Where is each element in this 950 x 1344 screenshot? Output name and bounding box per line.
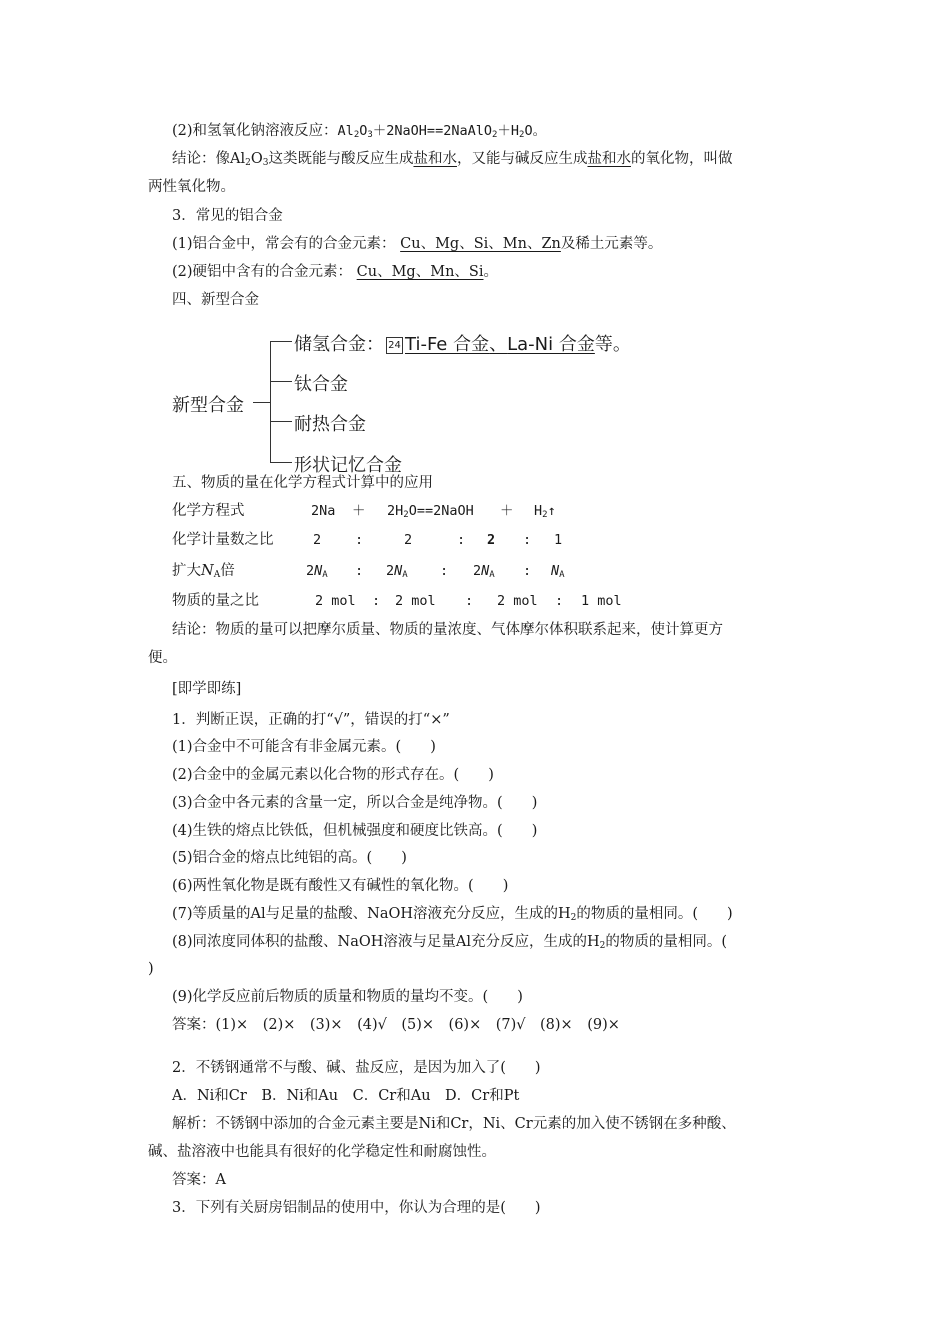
row-equation-middle: $2H_2O==2NaOH$: [387, 503, 474, 520]
al-alloy-elements-answer: Cu、Mg、Si、Mn、Zn: [400, 236, 561, 252]
reaction-equation: $Al_2O_3+2NaOH==2NaAlO_2+H_2O$。: [337, 123, 547, 140]
root-connector: [253, 402, 270, 403]
row-coefficient-label: 化学计量数之比: [172, 532, 274, 548]
branch-titanium-alloy: 钛合金: [294, 374, 348, 395]
row-equation-label: 化学方程式: [172, 503, 245, 519]
question-1-item-2: (2)合金中的金属元素以化合物的形式存在。( ): [172, 767, 494, 783]
branch-connector-3: [270, 421, 292, 422]
section-3-title: 3．常见的铝合金: [172, 208, 283, 224]
branch-connector-1: [270, 341, 292, 342]
question-2-options: A．Ni和Cr B．Ni和Au C．Cr和Au D．Cr和Pt: [172, 1088, 520, 1104]
coef-sep-2: :: [457, 532, 466, 548]
practice-header: [即学即练]: [172, 681, 242, 697]
question-2-analysis-line2: 碱、盐溶液中也能具有很好的化学稳定性和耐腐蚀性。: [148, 1144, 496, 1160]
avogadro-4: $N_A$: [551, 563, 565, 580]
question-1-item-3: (3)合金中各元素的含量一定，所以合金是纯净物。( ): [172, 795, 538, 811]
salt-and-water-answer-1: 盐和水: [413, 151, 457, 167]
row-equation-plus-1: ＋: [352, 503, 366, 519]
blank-number-badge: 24: [386, 337, 403, 354]
question-1-item-1: (1)合金中不可能含有非金属元素。( ): [172, 739, 436, 755]
coef-2: 2: [404, 532, 413, 548]
avogadro-2: $2N_A$: [386, 563, 408, 580]
branch-connector-2: [270, 381, 292, 382]
branch-shape-memory-alloy: 形状记忆合金: [294, 455, 402, 476]
question-1-title: 1．判断正误，正确的打“√”，错误的打“×”: [172, 712, 450, 728]
row-equation-h2: $H_2↑$: [534, 503, 556, 520]
section-5-title: 五、物质的量在化学方程式计算中的应用: [172, 475, 433, 491]
al2o3-naoh-reaction-line: [172, 121, 546, 141]
coef-4: 1: [554, 532, 563, 548]
coef-sep-1: :: [355, 532, 364, 548]
coef-1: 2: [313, 532, 322, 548]
row-mole-ratio-label: 物质的量之比: [172, 593, 259, 609]
mole-1: 2 mol: [315, 593, 356, 609]
al-alloy-elements-line: (1)铝合金中，常会有的合金元素： Cu、Mg、Si、Mn、Zn及稀土元素等。: [172, 236, 663, 252]
diagram-root-label: 新型合金: [172, 395, 244, 416]
mole-2: 2 mol: [395, 593, 436, 609]
salt-and-water-answer-2: 盐和水: [587, 151, 631, 167]
mole-sep-1: :: [372, 593, 381, 609]
amphoteric-conclusion-line1: 结论：像$Al_2O_3$这类既能与酸反应生成盐和水，又能与碱反应生成盐和水的氧化物，叫做: [172, 151, 733, 168]
question-3-stem: 3．下列有关厨房铝制品的使用中，你认为合理的是( ): [172, 1200, 541, 1216]
mole-3: 2 mol: [497, 593, 538, 609]
question-1-answer: 答案：(1)× (2)× (3)× (4)√ (5)× (6)× (7)√ (8)× (9)×: [172, 1017, 620, 1033]
question-1-item-9: (9)化学反应前后物质的质量和物质的量均不变。( ): [172, 989, 523, 1005]
section-5-conclusion-line1: 结论：物质的量可以把摩尔质量、物质的量浓度、气体摩尔体积联系起来，使计算更方: [172, 622, 723, 638]
duralumin-elements-answer: Cu、Mg、Mn、Si: [356, 264, 484, 280]
question-1-item-5: (5)铝合金的熔点比纯铝的高。( ): [172, 850, 407, 866]
mole-4: 1 mol: [581, 593, 622, 609]
question-1-item-8-wrap: ): [148, 961, 154, 977]
branch-heat-resistant-alloy: 耐热合金: [294, 414, 366, 435]
mole-sep-2: :: [465, 593, 474, 609]
mole-sep-3: :: [555, 593, 564, 609]
avogadro-3: $2N_A$: [473, 563, 495, 580]
branch-spine: [270, 341, 271, 463]
coef-sep-3: :: [523, 532, 532, 548]
duralumin-elements-line: (2)硬铝中含有的合金元素： Cu、Mg、Mn、Si。: [172, 264, 498, 280]
section-4-title: 四、新型合金: [172, 292, 259, 308]
question-1-item-8: (8)同浓度同体积的盐酸、NaOH溶液与足量Al充分反应，生成的$H_2$的物质的量相同。(: [172, 934, 728, 951]
la-ni-alloy-answer: La-Ni 合金: [507, 334, 595, 355]
section-5-conclusion-line2: 便。: [148, 650, 177, 666]
question-2-answer: 答案：A: [172, 1172, 226, 1188]
avogadro-sep-3: :: [523, 563, 532, 579]
coef-3: 2: [487, 532, 496, 548]
row-avogadro-label: 扩大$N_A$倍: [172, 563, 235, 580]
branch-connector-4: [270, 462, 292, 463]
avogadro-sep-1: :: [355, 563, 364, 579]
question-1-item-4: (4)生铁的熔点比铁低，但机械强度和硬度比铁高。( ): [172, 823, 538, 839]
branch-hydrogen-storage-alloy: 储氢合金： 24 Ti-Fe 合金、La-Ni 合金等。: [294, 334, 631, 355]
reaction-prefix: (2)和氢氧化钠溶液反应：: [172, 123, 338, 139]
question-1-item-6: (6)两性氧化物是既有酸性又有碱性的氧化物。( ): [172, 878, 509, 894]
row-equation-na: 2Na: [311, 503, 336, 519]
ti-fe-alloy-answer: Ti-Fe 合金: [405, 334, 490, 355]
amphoteric-conclusion-line2: 两性氧化物。: [148, 179, 235, 195]
question-2-analysis-line1: 解析：不锈钢中添加的合金元素主要是Ni和Cr，Ni、Cr元素的加入使不锈钢在多种酸、: [172, 1116, 736, 1132]
question-2-stem: 2．不锈钢通常不与酸、碱、盐反应，是因为加入了( ): [172, 1060, 541, 1076]
avogadro-sep-2: :: [440, 563, 449, 579]
question-1-item-7: (7)等质量的Al与足量的盐酸、NaOH溶液充分反应，生成的$H_2$的物质的量相同。( ): [172, 906, 733, 923]
row-equation-plus-2: ＋: [500, 503, 514, 519]
avogadro-1: $2N_A$: [306, 563, 328, 580]
